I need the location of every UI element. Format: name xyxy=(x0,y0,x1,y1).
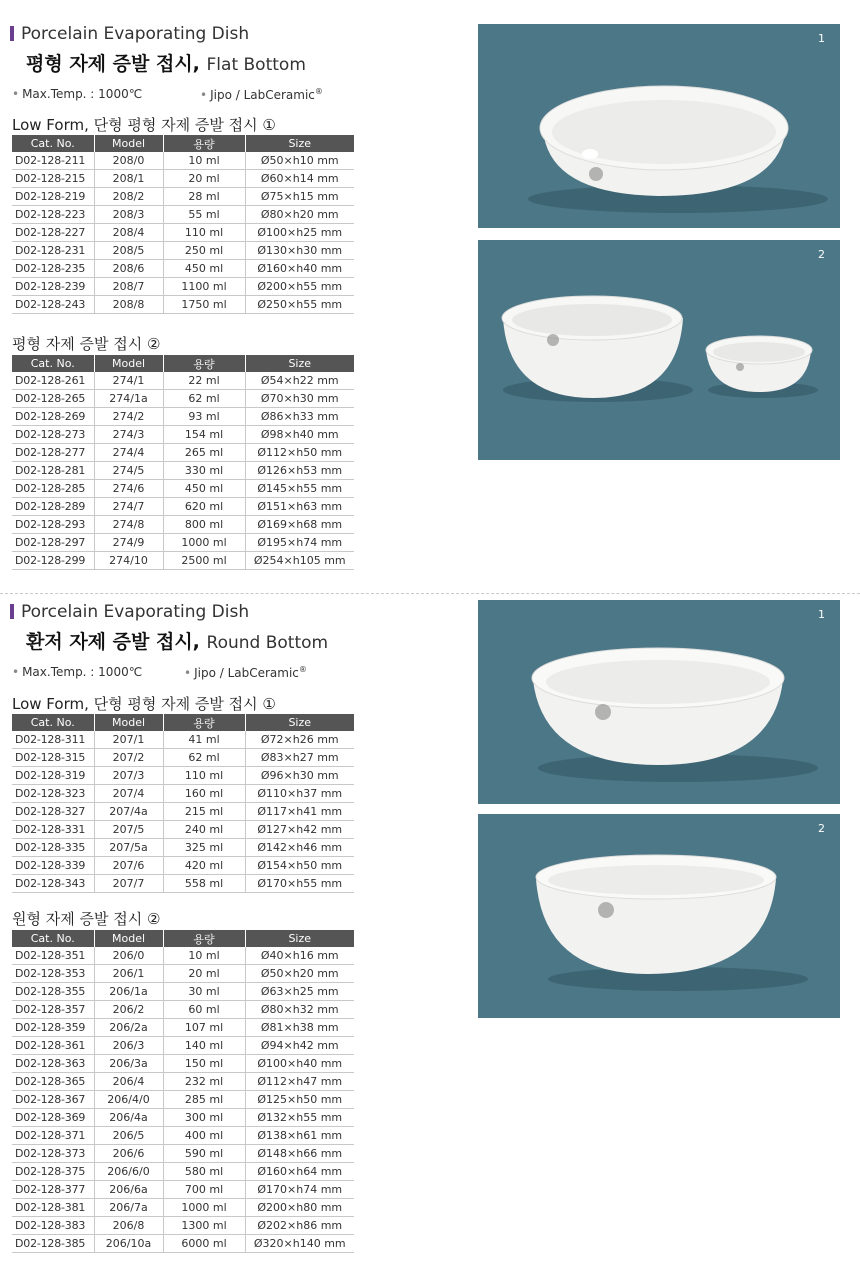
subtitle-english: Flat Bottom xyxy=(206,55,306,75)
cell-model: 207/6 xyxy=(94,857,163,875)
table-row xyxy=(12,839,354,857)
cell-volume: 250 ml xyxy=(163,242,245,260)
cell-size: Ø100×h25 mm xyxy=(245,224,354,242)
cell-cat-no: D02-128-319 xyxy=(12,767,94,785)
cell-model: 207/1 xyxy=(94,731,163,749)
cell-volume: 93 ml xyxy=(163,408,245,426)
cell-model: 208/0 xyxy=(94,152,163,170)
cell-cat-no: D02-128-367 xyxy=(12,1091,94,1109)
subtitle-korean: 환저 자제 증발 접시, xyxy=(26,631,200,653)
cell-cat-no: D02-128-289 xyxy=(12,498,94,516)
col-header-volume: 용량 xyxy=(163,930,245,947)
photo-number: 1 xyxy=(818,608,825,621)
table-row xyxy=(12,983,354,1001)
cell-size: Ø169×h68 mm xyxy=(245,516,354,534)
col-header-size: Size xyxy=(245,355,354,372)
cell-model: 206/0 xyxy=(94,947,163,965)
section-divider xyxy=(0,593,860,594)
cell-model: 208/8 xyxy=(94,296,163,314)
table-row xyxy=(12,749,354,767)
table-row xyxy=(12,480,354,498)
cell-model: 206/10a xyxy=(94,1235,163,1253)
table-row xyxy=(12,1019,354,1037)
cell-cat-no: D02-128-269 xyxy=(12,408,94,426)
table-row xyxy=(12,206,354,224)
cell-model: 274/9 xyxy=(94,534,163,552)
brand-text: Jipo / LabCeramic xyxy=(210,88,315,102)
cell-cat-no: D02-128-359 xyxy=(12,1019,94,1037)
table-row xyxy=(12,296,354,314)
cell-size: Ø125×h50 mm xyxy=(245,1091,354,1109)
table-row xyxy=(12,1055,354,1073)
table-row xyxy=(12,534,354,552)
subtitle-korean: 평형 자제 증발 접시, xyxy=(26,53,200,75)
cell-size: Ø110×h37 mm xyxy=(245,785,354,803)
cell-model: 274/4 xyxy=(94,444,163,462)
cell-model: 274/1 xyxy=(94,372,163,390)
cell-volume: 30 ml xyxy=(163,983,245,1001)
cell-volume: 232 ml xyxy=(163,1073,245,1091)
cell-volume: 285 ml xyxy=(163,1091,245,1109)
cell-volume: 28 ml xyxy=(163,188,245,206)
table-header-row xyxy=(12,355,354,372)
cell-model: 206/4 xyxy=(94,1073,163,1091)
cell-cat-no: D02-128-273 xyxy=(12,426,94,444)
cell-volume: 265 ml xyxy=(163,444,245,462)
cell-volume: 1000 ml xyxy=(163,1199,245,1217)
cell-cat-no: D02-128-265 xyxy=(12,390,94,408)
cell-size: Ø96×h30 mm xyxy=(245,767,354,785)
cell-model: 206/1a xyxy=(94,983,163,1001)
cell-volume: 700 ml xyxy=(163,1181,245,1199)
col-header-model: Model xyxy=(94,930,163,947)
col-header-model: Model xyxy=(94,355,163,372)
cell-volume: 10 ml xyxy=(163,152,245,170)
cell-cat-no: D02-128-381 xyxy=(12,1199,94,1217)
cell-volume: 558 ml xyxy=(163,875,245,893)
cell-size: Ø83×h27 mm xyxy=(245,749,354,767)
cell-size: Ø112×h50 mm xyxy=(245,444,354,462)
col-header-volume: 용량 xyxy=(163,714,245,731)
cell-size: Ø154×h50 mm xyxy=(245,857,354,875)
cell-model: 207/4 xyxy=(94,785,163,803)
bullet-icon: • xyxy=(12,665,20,679)
cell-volume: 107 ml xyxy=(163,1019,245,1037)
cell-size: Ø40×h16 mm xyxy=(245,947,354,965)
table-row xyxy=(12,1199,354,1217)
dish-image xyxy=(478,600,840,804)
cell-model: 206/6/0 xyxy=(94,1163,163,1181)
col-header-cat: Cat. No. xyxy=(12,930,94,947)
table-header-row xyxy=(12,714,354,731)
cell-volume: 800 ml xyxy=(163,516,245,534)
table-row xyxy=(12,803,354,821)
cell-model: 208/2 xyxy=(94,188,163,206)
cell-cat-no: D02-128-383 xyxy=(12,1217,94,1235)
cell-volume: 215 ml xyxy=(163,803,245,821)
cell-volume: 1750 ml xyxy=(163,296,245,314)
cell-size: Ø151×h63 mm xyxy=(245,498,354,516)
cell-volume: 450 ml xyxy=(163,480,245,498)
table-row xyxy=(12,731,354,749)
cell-size: Ø130×h30 mm xyxy=(245,242,354,260)
cell-model: 206/7a xyxy=(94,1199,163,1217)
col-header-model: Model xyxy=(94,135,163,152)
cell-model: 207/2 xyxy=(94,749,163,767)
cell-model: 206/6 xyxy=(94,1145,163,1163)
cell-size: Ø142×h46 mm xyxy=(245,839,354,857)
cell-volume: 420 ml xyxy=(163,857,245,875)
cell-cat-no: D02-128-357 xyxy=(12,1001,94,1019)
table-row xyxy=(12,516,354,534)
table-header-row xyxy=(12,930,354,947)
table-row xyxy=(12,1037,354,1055)
cell-cat-no: D02-128-353 xyxy=(12,965,94,983)
cell-model: 274/7 xyxy=(94,498,163,516)
cell-volume: 2500 ml xyxy=(163,552,245,570)
cell-model: 206/6a xyxy=(94,1181,163,1199)
cell-volume: 450 ml xyxy=(163,260,245,278)
cell-cat-no: D02-128-343 xyxy=(12,875,94,893)
table-title: 평형 자제 증발 접시 ② xyxy=(12,335,161,353)
cell-cat-no: D02-128-355 xyxy=(12,983,94,1001)
cell-volume: 300 ml xyxy=(163,1109,245,1127)
cell-cat-no: D02-128-365 xyxy=(12,1073,94,1091)
table-row xyxy=(12,408,354,426)
brand-text: Jipo / LabCeramic xyxy=(194,666,299,680)
table-row xyxy=(12,965,354,983)
cell-model: 208/1 xyxy=(94,170,163,188)
cell-cat-no: D02-128-299 xyxy=(12,552,94,570)
cell-model: 208/5 xyxy=(94,242,163,260)
cell-volume: 150 ml xyxy=(163,1055,245,1073)
product-photo-flat-2 xyxy=(478,240,840,460)
cell-model: 274/6 xyxy=(94,480,163,498)
table-row xyxy=(12,462,354,480)
cell-size: Ø202×h86 mm xyxy=(245,1217,354,1235)
cell-volume: 22 ml xyxy=(163,372,245,390)
cell-model: 208/7 xyxy=(94,278,163,296)
cell-cat-no: D02-128-375 xyxy=(12,1163,94,1181)
col-header-cat: Cat. No. xyxy=(12,355,94,372)
cell-volume: 1000 ml xyxy=(163,534,245,552)
table-row xyxy=(12,390,354,408)
cell-model: 207/3 xyxy=(94,767,163,785)
table-row xyxy=(12,372,354,390)
table-row xyxy=(12,1217,354,1235)
cell-model: 207/5a xyxy=(94,839,163,857)
cell-cat-no: D02-128-339 xyxy=(12,857,94,875)
bullet-icon: • xyxy=(184,666,192,680)
cell-model: 274/8 xyxy=(94,516,163,534)
cell-cat-no: D02-128-335 xyxy=(12,839,94,857)
table-row xyxy=(12,242,354,260)
cell-volume: 20 ml xyxy=(163,965,245,983)
photo-number: 1 xyxy=(818,32,825,45)
cell-size: Ø200×h55 mm xyxy=(245,278,354,296)
cell-cat-no: D02-128-235 xyxy=(12,260,94,278)
table-row xyxy=(12,1091,354,1109)
table-title: Low Form, 단형 평형 자제 증발 접시 ① xyxy=(12,116,276,134)
cell-model: 206/8 xyxy=(94,1217,163,1235)
cell-size: Ø160×h40 mm xyxy=(245,260,354,278)
table-row xyxy=(12,170,354,188)
cell-size: Ø60×h14 mm xyxy=(245,170,354,188)
spec-table xyxy=(12,355,354,570)
cell-size: Ø81×h38 mm xyxy=(245,1019,354,1037)
cell-volume: 62 ml xyxy=(163,749,245,767)
table-header-row xyxy=(12,135,354,152)
cell-cat-no: D02-128-351 xyxy=(12,947,94,965)
cell-volume: 60 ml xyxy=(163,1001,245,1019)
col-header-size: Size xyxy=(245,135,354,152)
cell-size: Ø63×h25 mm xyxy=(245,983,354,1001)
spec-line-flat xyxy=(12,87,357,101)
table-row xyxy=(12,1181,354,1199)
table-row xyxy=(12,224,354,242)
photo-number: 2 xyxy=(818,822,825,835)
cell-size: Ø138×h61 mm xyxy=(245,1127,354,1145)
cell-volume: 140 ml xyxy=(163,1037,245,1055)
cell-cat-no: D02-128-231 xyxy=(12,242,94,260)
cell-cat-no: D02-128-331 xyxy=(12,821,94,839)
cell-size: Ø75×h15 mm xyxy=(245,188,354,206)
cell-model: 207/4a xyxy=(94,803,163,821)
cell-volume: 41 ml xyxy=(163,731,245,749)
col-header-size: Size xyxy=(245,714,354,731)
col-header-volume: 용량 xyxy=(163,355,245,372)
spec-table xyxy=(12,930,354,1253)
table-row xyxy=(12,1109,354,1127)
col-header-cat: Cat. No. xyxy=(12,135,94,152)
cell-volume: 110 ml xyxy=(163,767,245,785)
cell-model: 274/5 xyxy=(94,462,163,480)
cell-volume: 240 ml xyxy=(163,821,245,839)
cell-size: Ø100×h40 mm xyxy=(245,1055,354,1073)
table-row xyxy=(12,1235,354,1253)
cell-size: Ø250×h55 mm xyxy=(245,296,354,314)
table-row xyxy=(12,821,354,839)
table-title: Low Form, 단형 평형 자제 증발 접시 ① xyxy=(12,695,276,713)
cell-size: Ø132×h55 mm xyxy=(245,1109,354,1127)
cell-volume: 55 ml xyxy=(163,206,245,224)
cell-model: 206/4a xyxy=(94,1109,163,1127)
cell-cat-no: D02-128-327 xyxy=(12,803,94,821)
table-row xyxy=(12,857,354,875)
cell-cat-no: D02-128-311 xyxy=(12,731,94,749)
cell-cat-no: D02-128-377 xyxy=(12,1181,94,1199)
table-row xyxy=(12,875,354,893)
section-title-flat xyxy=(10,24,249,44)
cell-cat-no: D02-128-227 xyxy=(12,224,94,242)
product-photo-round-1 xyxy=(478,600,840,804)
cell-cat-no: D02-128-239 xyxy=(12,278,94,296)
cell-size: Ø94×h42 mm xyxy=(245,1037,354,1055)
cell-cat-no: D02-128-363 xyxy=(12,1055,94,1073)
table-row xyxy=(12,444,354,462)
bullet-icon: • xyxy=(200,88,208,102)
cell-model: 206/1 xyxy=(94,965,163,983)
cell-size: Ø200×h80 mm xyxy=(245,1199,354,1217)
cell-cat-no: D02-128-361 xyxy=(12,1037,94,1055)
brand-label xyxy=(200,87,323,102)
cell-model: 208/6 xyxy=(94,260,163,278)
cell-volume: 590 ml xyxy=(163,1145,245,1163)
cell-size: Ø127×h42 mm xyxy=(245,821,354,839)
cell-size: Ø254×h105 mm xyxy=(245,552,354,570)
cell-size: Ø145×h55 mm xyxy=(245,480,354,498)
product-photo-round-2 xyxy=(478,814,840,1018)
col-header-model: Model xyxy=(94,714,163,731)
accent-bar xyxy=(10,26,14,41)
table-row xyxy=(12,188,354,206)
cell-size: Ø112×h47 mm xyxy=(245,1073,354,1091)
cell-model: 206/2 xyxy=(94,1001,163,1019)
table-row xyxy=(12,260,354,278)
section-subtitle-flat xyxy=(26,49,306,76)
section-title-round xyxy=(10,602,249,622)
table-row xyxy=(12,1145,354,1163)
table-row xyxy=(12,426,354,444)
subtitle-english: Round Bottom xyxy=(206,633,329,653)
cell-size: Ø170×h74 mm xyxy=(245,1181,354,1199)
col-header-volume: 용량 xyxy=(163,135,245,152)
table-row xyxy=(12,498,354,516)
accent-bar xyxy=(10,604,14,619)
cell-size: Ø160×h64 mm xyxy=(245,1163,354,1181)
cell-cat-no: D02-128-211 xyxy=(12,152,94,170)
cell-model: 274/2 xyxy=(94,408,163,426)
max-temp: Max.Temp. : 1000℃ xyxy=(22,665,143,679)
brand-label xyxy=(184,665,307,680)
table-row xyxy=(12,1127,354,1145)
cell-size: Ø195×h74 mm xyxy=(245,534,354,552)
cell-cat-no: D02-128-281 xyxy=(12,462,94,480)
registered-mark: ® xyxy=(314,87,323,96)
cell-size: Ø70×h30 mm xyxy=(245,390,354,408)
table-title: 원형 자제 증발 접시 ② xyxy=(12,910,161,928)
cell-model: 206/2a xyxy=(94,1019,163,1037)
dish-image xyxy=(478,24,840,228)
cell-model: 208/4 xyxy=(94,224,163,242)
cell-size: Ø80×h20 mm xyxy=(245,206,354,224)
cell-volume: 1300 ml xyxy=(163,1217,245,1235)
table-row xyxy=(12,785,354,803)
cell-size: Ø54×h22 mm xyxy=(245,372,354,390)
cell-cat-no: D02-128-373 xyxy=(12,1145,94,1163)
cell-size: Ø50×h10 mm xyxy=(245,152,354,170)
cell-cat-no: D02-128-285 xyxy=(12,480,94,498)
cell-cat-no: D02-128-369 xyxy=(12,1109,94,1127)
cell-volume: 1100 ml xyxy=(163,278,245,296)
cell-size: Ø126×h53 mm xyxy=(245,462,354,480)
product-photo-flat-1 xyxy=(478,24,840,228)
col-header-size: Size xyxy=(245,930,354,947)
cell-cat-no: D02-128-293 xyxy=(12,516,94,534)
cell-volume: 154 ml xyxy=(163,426,245,444)
table-row xyxy=(12,552,354,570)
cell-volume: 110 ml xyxy=(163,224,245,242)
cell-size: Ø72×h26 mm xyxy=(245,731,354,749)
cell-model: 206/3a xyxy=(94,1055,163,1073)
cell-volume: 580 ml xyxy=(163,1163,245,1181)
cell-model: 206/4/0 xyxy=(94,1091,163,1109)
registered-mark: ® xyxy=(298,665,307,674)
cell-model: 207/5 xyxy=(94,821,163,839)
bullet-icon: • xyxy=(12,87,20,101)
cell-cat-no: D02-128-223 xyxy=(12,206,94,224)
cell-volume: 160 ml xyxy=(163,785,245,803)
cell-size: Ø117×h41 mm xyxy=(245,803,354,821)
spec-table xyxy=(12,714,354,893)
max-temp: Max.Temp. : 1000℃ xyxy=(22,87,143,101)
cell-volume: 400 ml xyxy=(163,1127,245,1145)
cell-size: Ø50×h20 mm xyxy=(245,965,354,983)
cell-volume: 20 ml xyxy=(163,170,245,188)
cell-cat-no: D02-128-243 xyxy=(12,296,94,314)
cell-volume: 620 ml xyxy=(163,498,245,516)
cell-size: Ø86×h33 mm xyxy=(245,408,354,426)
photo-number: 2 xyxy=(818,248,825,261)
cell-cat-no: D02-128-297 xyxy=(12,534,94,552)
cell-model: 206/3 xyxy=(94,1037,163,1055)
cell-volume: 330 ml xyxy=(163,462,245,480)
cell-model: 206/5 xyxy=(94,1127,163,1145)
cell-cat-no: D02-128-315 xyxy=(12,749,94,767)
cell-volume: 10 ml xyxy=(163,947,245,965)
cell-size: Ø98×h40 mm xyxy=(245,426,354,444)
cell-model: 207/7 xyxy=(94,875,163,893)
cell-volume: 325 ml xyxy=(163,839,245,857)
cell-size: Ø170×h55 mm xyxy=(245,875,354,893)
cell-size: Ø80×h32 mm xyxy=(245,1001,354,1019)
cell-cat-no: D02-128-261 xyxy=(12,372,94,390)
cell-model: 274/1a xyxy=(94,390,163,408)
cell-model: 274/3 xyxy=(94,426,163,444)
cell-model: 208/3 xyxy=(94,206,163,224)
cell-volume: 6000 ml xyxy=(163,1235,245,1253)
cell-cat-no: D02-128-371 xyxy=(12,1127,94,1145)
spec-table xyxy=(12,135,354,314)
table-row xyxy=(12,947,354,965)
cell-cat-no: D02-128-215 xyxy=(12,170,94,188)
table-row xyxy=(12,1163,354,1181)
cell-size: Ø148×h66 mm xyxy=(245,1145,354,1163)
table-row xyxy=(12,1001,354,1019)
section-title-text: Porcelain Evaporating Dish xyxy=(21,602,250,622)
table-row xyxy=(12,278,354,296)
cell-size: Ø320×h140 mm xyxy=(245,1235,354,1253)
section-subtitle-round xyxy=(26,627,328,654)
cell-cat-no: D02-128-219 xyxy=(12,188,94,206)
cell-cat-no: D02-128-385 xyxy=(12,1235,94,1253)
dish-image xyxy=(478,814,840,1018)
cell-volume: 62 ml xyxy=(163,390,245,408)
table-row xyxy=(12,767,354,785)
dish-image xyxy=(478,240,840,460)
cell-cat-no: D02-128-277 xyxy=(12,444,94,462)
cell-model: 274/10 xyxy=(94,552,163,570)
table-row xyxy=(12,152,354,170)
col-header-cat: Cat. No. xyxy=(12,714,94,731)
cell-cat-no: D02-128-323 xyxy=(12,785,94,803)
section-title-text: Porcelain Evaporating Dish xyxy=(21,24,250,44)
spec-line-round xyxy=(12,665,357,679)
table-row xyxy=(12,1073,354,1091)
